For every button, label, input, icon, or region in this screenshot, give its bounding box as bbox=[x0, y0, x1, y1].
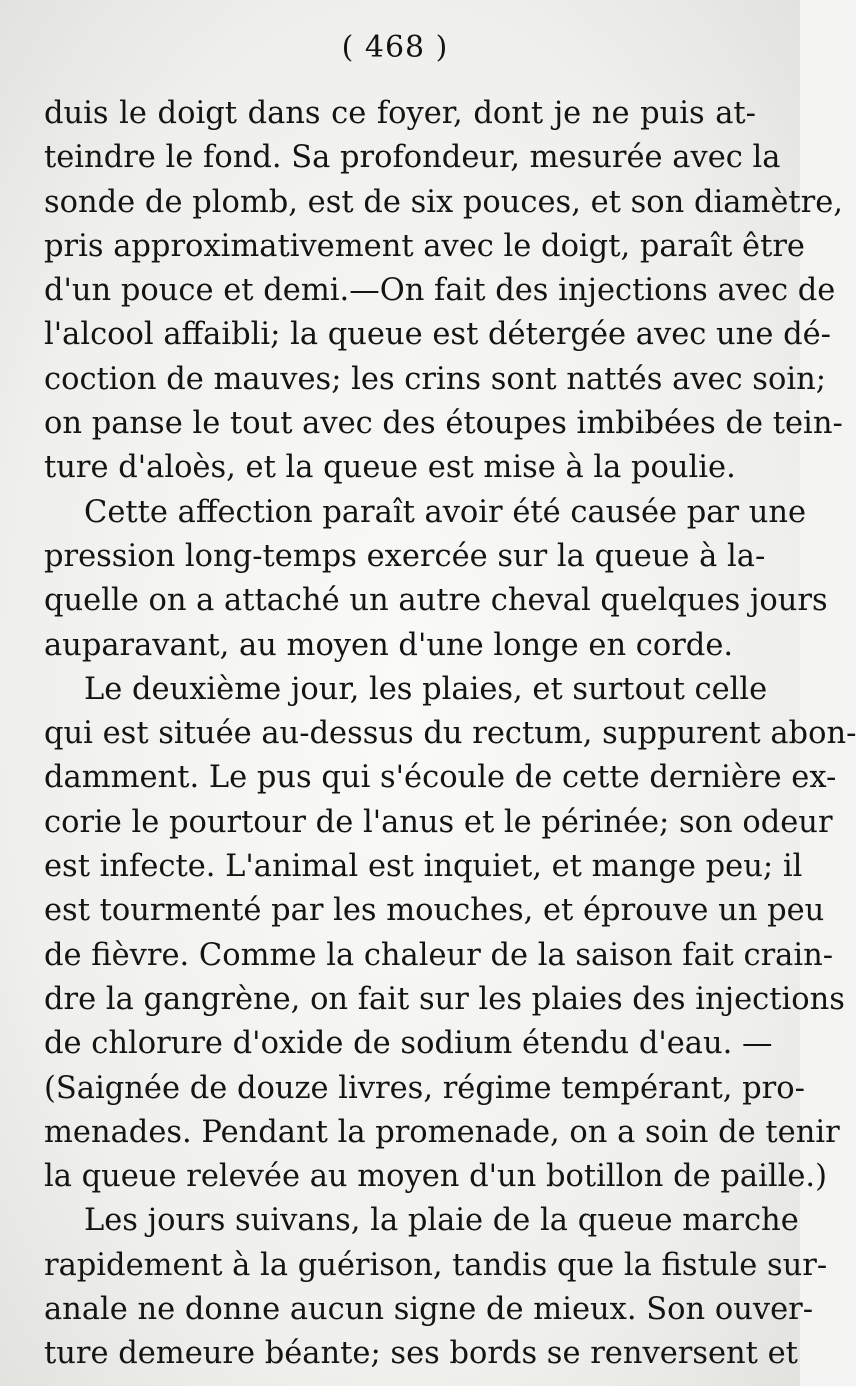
paragraph-first-line: Cette affection paraît avoir été causée par une bbox=[84, 494, 807, 530]
text-line: on panse le tout avec des étoupes imbibées de tein- bbox=[44, 406, 843, 442]
text-line: dre la gangrène, on fait sur les plaies des injections bbox=[44, 981, 845, 1017]
text-line: est tourmenté par les mouches, et éprouve un peu bbox=[44, 893, 825, 929]
body-text bbox=[44, 92, 856, 1377]
paragraph-last-line: la queue relevée au moyen d'un botillon de paille.) bbox=[44, 1159, 828, 1195]
paragraph-last-line: ture d'aloès, et la queue est mise à la poulie. bbox=[44, 450, 736, 486]
text-line: damment. Le pus qui s'écoule de cette dernière ex- bbox=[44, 760, 837, 796]
text-line: sonde de plomb, est de six pouces, et son diamètre, bbox=[44, 184, 843, 220]
text-line: qui est située au-dessus du rectum, suppurent abon- bbox=[44, 716, 856, 752]
text-line: ture demeure béante; ses bords se renversent et bbox=[44, 1336, 798, 1372]
text-line: rapidement à la guérison, tandis que la fistule sur- bbox=[44, 1247, 828, 1283]
text-line: pris approximativement avec le doigt, paraît être bbox=[44, 228, 805, 264]
text-line: pression long-temps exercée sur la queue à la- bbox=[44, 538, 766, 574]
paragraph-last-line: auparavant, au moyen d'une longe en corde. bbox=[44, 627, 734, 663]
text-line: l'alcool affaibli; la queue est détergée avec une dé- bbox=[44, 317, 831, 353]
text-line: de fièvre. Comme la chaleur de la saison fait crain- bbox=[44, 937, 834, 973]
text-line: de chlorure d'oxide de sodium étendu d'eau. — bbox=[44, 1026, 773, 1062]
text-line: d'un pouce et demi.—On fait des injections avec de bbox=[44, 273, 836, 309]
text-line: corie le pourtour de l'anus et le périnée; son odeur bbox=[44, 804, 833, 840]
paragraph-first-line: Les jours suivans, la plaie de la queue marche bbox=[84, 1203, 799, 1239]
text-line: quelle on a attaché un autre cheval quelques jours bbox=[44, 583, 828, 619]
text-line: coction de mauves; les crins sont nattés avec soin; bbox=[44, 361, 826, 397]
text-line: teindre le fond. Sa profondeur, mesurée avec la bbox=[44, 140, 781, 176]
paragraph-first-line: Le deuxième jour, les plaies, et surtout celle bbox=[84, 671, 768, 707]
text-line: est infecte. L'animal est inquiet, et mange peu; il bbox=[44, 849, 803, 885]
text-line: (Saignée de douze livres, régime tempérant, pro- bbox=[44, 1070, 805, 1106]
page-number: ( 468 ) bbox=[341, 30, 449, 65]
text-line: duis le doigt dans ce foyer, dont je ne puis at- bbox=[44, 96, 756, 131]
text-line: anale ne donne aucun signe de mieux. Son ouver- bbox=[44, 1292, 814, 1328]
text-line: menades. Pendant la promenade, on a soin de tenir bbox=[44, 1114, 840, 1150]
